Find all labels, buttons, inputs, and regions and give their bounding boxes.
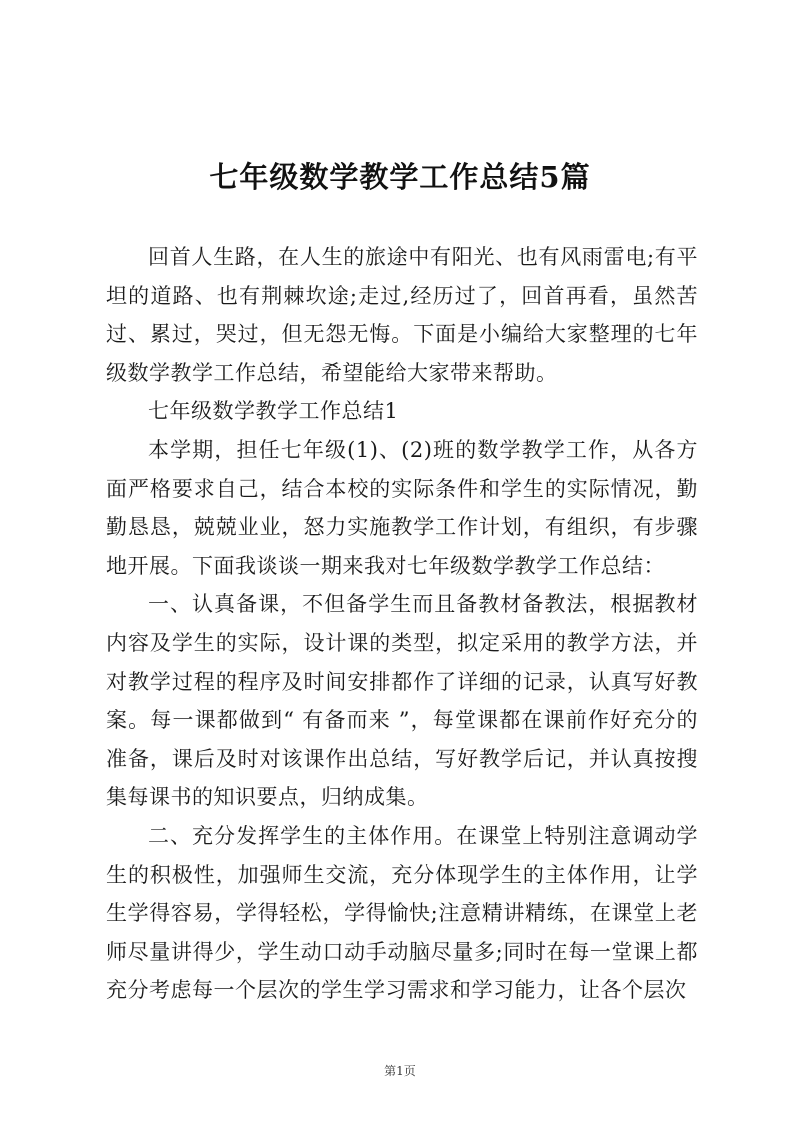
paragraph-intro: 回首人生路，在人生的旅途中有阳光、也有风雨雷电;有平坦的道路、也有荆棘坎途;走过,经历过了，回首再看，虽然苦过、累过，哭过，但无怨无悔。下面是小编给大家整理的七年级数学教学工作总结，希望能给大家带来帮助。 bbox=[106, 245, 698, 385]
paragraph-overview: 本学期，担任七年级(1)、(2)班的数学教学工作，从各方面严格要求自己，结合本校的实际条件和学生的实际情况，勤勤恳恳，兢兢业业，怒力实施教学工作计划，有组织，有步骤地开展。下面我谈谈一期来我对七年级数学教学工作总结： bbox=[106, 437, 698, 578]
page-number: 第1页 bbox=[384, 1064, 416, 1078]
document-title: 七年级数学教学工作总结5篇 bbox=[209, 160, 591, 194]
paragraph-point-2: 二、充分发挥学生的主体作用。在课堂上特别注意调动学生的积极性，加强师生交流，充分体现学生的主体作用，让学生学得容易，学得轻松，学得愉快;注意精讲精练，在课堂上老师尽量讲得少，学生动口动手动脑尽量多;同时在每一堂课上都充分考虑每一个层次的学生学习需求和学习能力，让各个层次 bbox=[106, 823, 698, 1003]
document-body bbox=[106, 238, 698, 1010]
paragraph-point-1: 一、认真备课，不但备学生而且备教材备教法，根据教材内容及学生的实际，设计课的类型，拟定采用的教学方法，并对教学过程的程序及时间安排都作了详细的记录，认真写好教案。每一课都做到“ 有备而来 ”，每堂课都在课前作好充分的准备，课后及时对该课作出总结，写好教学后记，并认真按搜集每课书的知识要点，归纳成集。 bbox=[106, 592, 698, 810]
section-heading: 七年级数学教学工作总结1 bbox=[148, 399, 399, 424]
